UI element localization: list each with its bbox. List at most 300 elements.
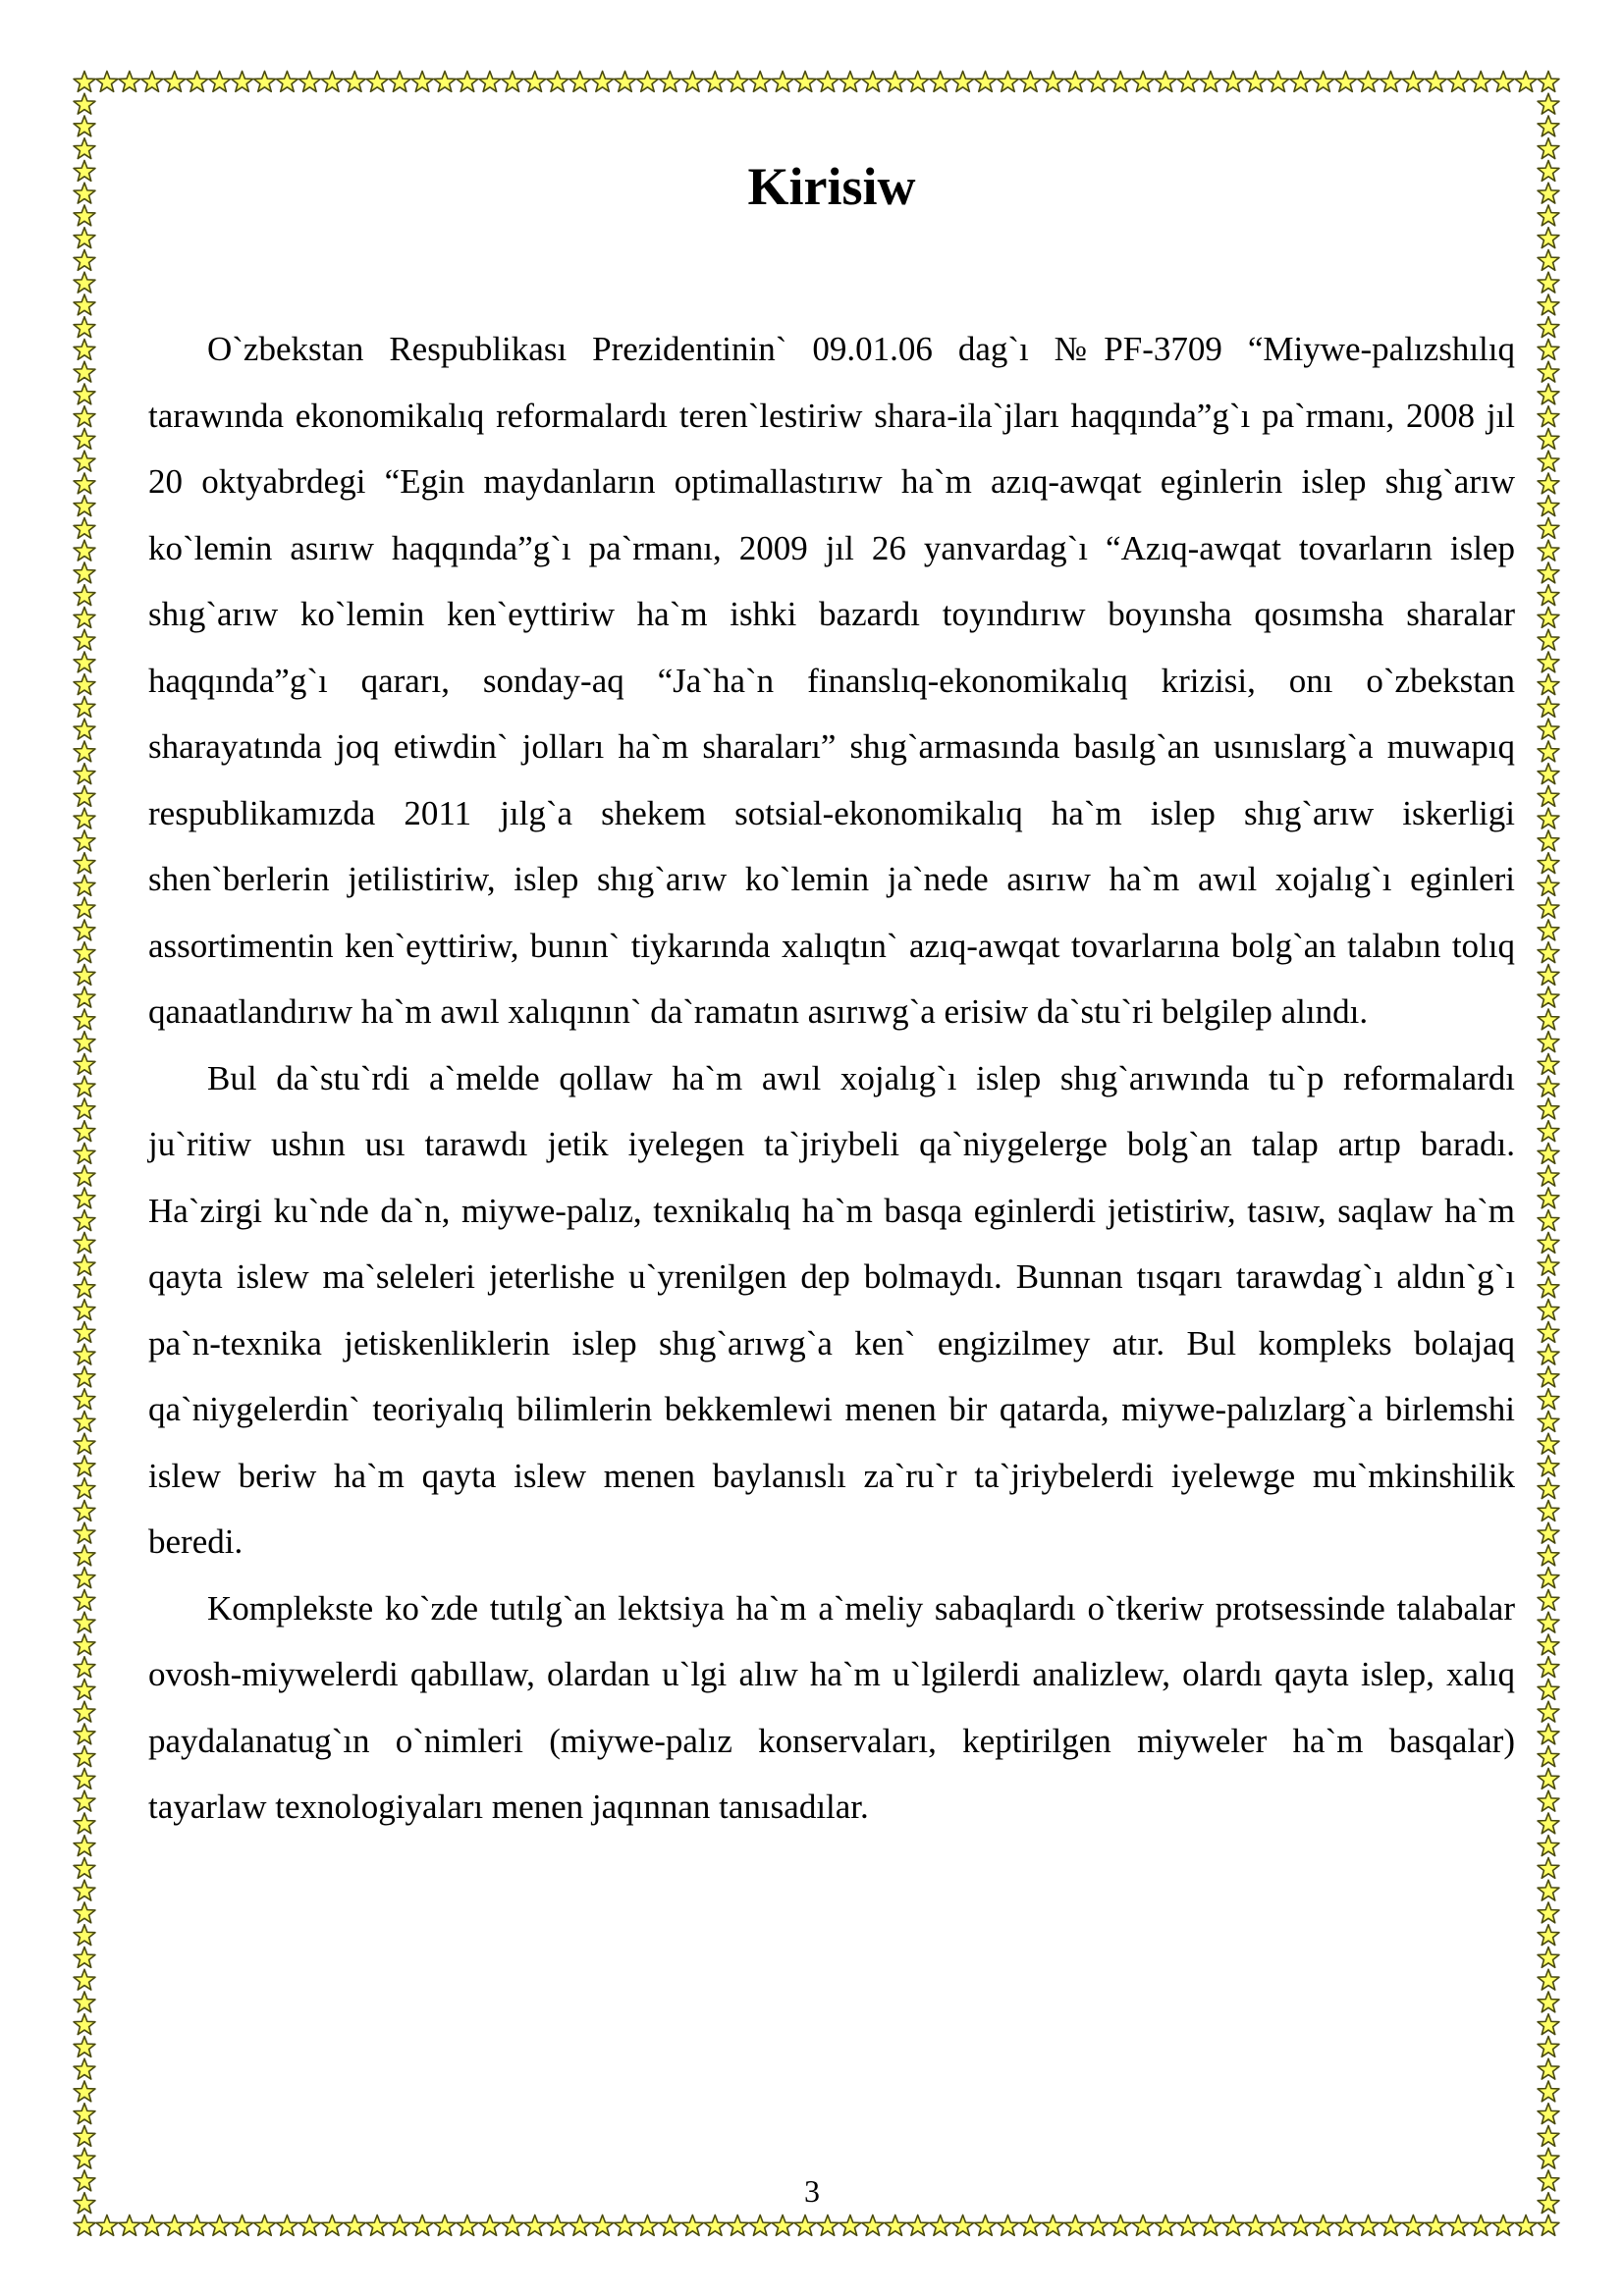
- star-icon: [1538, 1902, 1559, 1923]
- star-icon: [1538, 1076, 1559, 1096]
- star-icon: [74, 1680, 95, 1700]
- star-icon: [1538, 1032, 1559, 1052]
- star-icon: [998, 72, 1019, 92]
- star-icon: [592, 72, 614, 92]
- star-icon: [74, 1836, 95, 1856]
- star-icon: [457, 2216, 478, 2236]
- star-icon: [74, 1300, 95, 1320]
- star-icon: [74, 1657, 95, 1678]
- star-icon: [74, 942, 95, 963]
- star-icon: [659, 72, 680, 92]
- star-icon: [298, 72, 320, 92]
- star-icon: [952, 2216, 974, 2236]
- star-icon: [1538, 1925, 1559, 1946]
- star-icon: [1268, 72, 1289, 92]
- star-icon: [344, 2216, 365, 2236]
- star-icon: [74, 1769, 95, 1789]
- star-icon: [1538, 2081, 1559, 2102]
- star-icon: [74, 1121, 95, 1142]
- star-icon: [1538, 1478, 1559, 1499]
- star-icon: [74, 786, 95, 807]
- star-icon: [74, 429, 95, 450]
- star-icon: [1538, 1880, 1559, 1900]
- star-icon: [1538, 1813, 1559, 1834]
- star-icon: [74, 138, 95, 159]
- star-icon: [1447, 2216, 1469, 2236]
- star-icon: [1538, 1165, 1559, 1186]
- star-icon: [74, 317, 95, 338]
- star-icon: [74, 652, 95, 672]
- star-icon: [1402, 72, 1424, 92]
- star-icon: [74, 1746, 95, 1767]
- star-icon: [74, 1545, 95, 1566]
- star-icon: [1538, 1188, 1559, 1208]
- star-icon: [569, 2216, 591, 2236]
- star-icon: [975, 2216, 997, 2236]
- star-icon: [74, 1054, 95, 1075]
- star-icon: [74, 1389, 95, 1410]
- star-icon: [74, 764, 95, 784]
- star-icon: [794, 72, 816, 92]
- star-icon: [1538, 1300, 1559, 1320]
- star-icon: [1538, 1344, 1559, 1364]
- star-icon: [232, 2216, 253, 2236]
- star-icon: [74, 1188, 95, 1208]
- star-icon: [74, 294, 95, 315]
- star-icon: [524, 72, 546, 92]
- star-icon: [321, 72, 343, 92]
- star-icon: [907, 2216, 929, 2236]
- paragraph-2: Bul da`stu`rdi a`melde qollaw ha`m awıl xojalıg`ı islep shıg`arıwında tu`p reformalardı ju`ritiw ushın usı tarawdı jetik iyelegen ta`jriybeli qa`niygelerge bolg`an talap artıp baradı. Ha`zirgi ku`nde da`n, miywe-palız, texnikalıq ha`m basqa eginlerdi jetistiriw, tasıw, saqlaw ha`m qayta islew ma`seleleri jeterlishe u`yrenilgen dep bolmaydı. Bunnan tısqarı tarawdag`ı aldın`g`ı pa`n-texnika jetiskenliklerin islep shıg`arıwg`a ken` engizilmey atır. Bul kompleks bolajaq qa`niygelerdin` teoriyalıq bilimlerin bekkemlewi menen bir qatarda, miywe-palızlarg`a birlemshi islew beriw ha`m qayta islew menen baylanıslı za`ru`r ta`jriybelerdi iyelewge mu`mkinshilik beredi.: [148, 1058, 1515, 1561]
- star-icon: [1042, 2216, 1063, 2236]
- star-icon: [1155, 72, 1176, 92]
- star-icon: [727, 72, 748, 92]
- star-icon: [298, 2216, 320, 2236]
- star-icon: [615, 72, 636, 92]
- star-icon: [411, 72, 433, 92]
- star-icon: [817, 72, 839, 92]
- star-icon: [74, 2081, 95, 2102]
- star-icon: [74, 518, 95, 539]
- star-icon: [1538, 920, 1559, 940]
- star-icon: [1245, 2216, 1267, 2236]
- star-icon: [74, 719, 95, 739]
- star-icon: [1538, 340, 1559, 360]
- star-icon: [1335, 2216, 1357, 2236]
- star-icon: [1538, 116, 1559, 136]
- star-icon: [1538, 808, 1559, 828]
- star-icon: [1064, 2216, 1086, 2236]
- star-icon: [794, 2216, 816, 2236]
- star-icon: [74, 1032, 95, 1052]
- star-icon: [1290, 72, 1312, 92]
- star-icon: [1538, 1433, 1559, 1454]
- star-icon: [74, 1813, 95, 1834]
- star-icon: [164, 2216, 186, 2236]
- star-icon: [74, 674, 95, 695]
- star-icon: [1538, 451, 1559, 471]
- star-icon: [1538, 697, 1559, 718]
- star-icon: [1538, 540, 1559, 561]
- star-icon: [1538, 272, 1559, 293]
- star-icon: [366, 2216, 388, 2236]
- star-icon: [74, 1522, 95, 1543]
- star-icon: [1538, 361, 1559, 382]
- paragraph-1: O`zbekstan Respublikası Prezidentinin` 09.01.06 dag`ı №PF-3709 “Miywe-palızshılıq tarawında ekonomikalıq reformalardı teren`lestiriw shara-ila`jları haqqında”g`ı pa`rmanı, 2008 jıl 20 oktyabrdegi “Egin maydanların optimallastırıw ha`m azıq-awqat eginlerin islep shıg`arıw ko`lemin asırıw haqqında”g`ı pa`rmanı, 2009 jıl 26 yanvardag`ı “Azıq-awqat tovarların islep shıg`arıw ko`lemin ken`eyttiriw ha`m ishki bazardı toyındırıw boyınsha qosımsha sharalar haqqında”g`ı qararı, sonday-aq “Ja`ha`n finanslıq-ekonomikalıq krizisi, onı o`zbekstan sharayatında joq etiwdin` jolları ha`m sharaları” shıg`armasında basılg`an usınıslarg`a muwapıq respublikamızda 2011 jılg`a shekem sotsial-ekonomikalıq ha`m islep shıg`arıw iskerligi shen`berlerin jetilistiriw, islep shıg`arıw ko`lemin ja`nede asırıw ha`m awıl xojalıg`ı eginleri assortimentin ken`eyttiriw, bunın` tiykarında xalıqtın` azıq-awqat tovarlarına bolg`an talabın tolıq qanaatlandırıw ha`m awıl xalıqının` da`ramatın asırıwg`a erisiw da`stu`ri belgilep alındı.: [148, 330, 1515, 1031]
- star-icon: [74, 1701, 95, 1722]
- star-icon: [344, 72, 365, 92]
- star-icon: [1538, 1724, 1559, 1744]
- star-icon: [74, 1925, 95, 1946]
- star-icon: [1538, 406, 1559, 427]
- star-icon: [74, 608, 95, 628]
- star-icon: [1538, 138, 1559, 159]
- star-icon: [164, 72, 186, 92]
- star-icon: [1538, 629, 1559, 650]
- star-icon: [502, 72, 523, 92]
- star-icon: [839, 72, 861, 92]
- star-icon: [74, 987, 95, 1007]
- star-icon: [1132, 2216, 1154, 2236]
- star-icon: [704, 2216, 726, 2236]
- star-icon: [1538, 294, 1559, 315]
- star-icon: [1447, 72, 1469, 92]
- star-icon: [1538, 1701, 1559, 1722]
- star-icon: [74, 1144, 95, 1164]
- star-icon: [277, 72, 298, 92]
- star-icon: [74, 406, 95, 427]
- star-icon: [74, 1009, 95, 1030]
- star-icon: [1177, 2216, 1199, 2236]
- star-icon: [277, 2216, 298, 2236]
- star-icon: [74, 72, 95, 92]
- star-icon: [1538, 1389, 1559, 1410]
- star-icon: [434, 72, 456, 92]
- star-icon: [1358, 72, 1380, 92]
- star-icon: [1538, 1746, 1559, 1767]
- star-icon: [74, 1501, 95, 1522]
- star-icon: [366, 72, 388, 92]
- star-icon: [1538, 1545, 1559, 1566]
- page-content: [148, 147, 1515, 1841]
- star-icon: [1538, 1948, 1559, 1968]
- star-icon: [1538, 2126, 1559, 2147]
- star-icon: [1538, 2037, 1559, 2057]
- star-icon: [119, 72, 140, 92]
- star-icon: [1538, 965, 1559, 986]
- star-icon: [1538, 719, 1559, 739]
- star-icon: [74, 1880, 95, 1900]
- star-icon: [1425, 2216, 1446, 2236]
- star-icon: [1538, 608, 1559, 628]
- star-icon: [659, 2216, 680, 2236]
- star-icon: [1380, 72, 1401, 92]
- star-icon: [1538, 562, 1559, 583]
- page-title: Kirisiw: [747, 157, 916, 216]
- star-icon: [1538, 764, 1559, 784]
- star-icon: [209, 2216, 231, 2236]
- star-icon: [74, 2104, 95, 2124]
- star-icon: [1268, 2216, 1289, 2236]
- star-icon: [1538, 876, 1559, 896]
- star-icon: [187, 72, 208, 92]
- star-icon: [637, 72, 659, 92]
- star-icon: [975, 72, 997, 92]
- star-icon: [681, 2216, 703, 2236]
- star-icon: [389, 2216, 410, 2236]
- star-icon: [74, 1366, 95, 1387]
- star-icon: [74, 93, 95, 114]
- star-icon: [772, 2216, 793, 2236]
- paragraph-3: Komplekste ko`zde tutılg`an lektsiya ha`m a`meliy sabaqlardı o`tkeriw protsessinde talabalar ovosh-miywelerdi qabıllaw, olardan u`lgi alıw ha`m u`lgilerdi analizlew, olardı qayta islep, xalıq paydalanatug`ın o`nimleri (miywe-palız konservaları, keptirilgen miyweler ha`m basqalar) tayarlaw texnologiyaları menen jaqınnan tanısadılar.: [148, 1588, 1515, 1826]
- star-icon: [1538, 1098, 1559, 1119]
- star-icon: [74, 384, 95, 404]
- star-icon: [1313, 72, 1334, 92]
- star-icon: [74, 272, 95, 293]
- page-number: 3: [804, 2173, 820, 2209]
- star-icon: [74, 161, 95, 182]
- star-icon: [141, 72, 163, 92]
- star-icon: [1538, 2148, 1559, 2168]
- star-icon: [74, 1277, 95, 1298]
- star-icon: [74, 1790, 95, 1811]
- star-icon: [74, 2014, 95, 2035]
- star-icon: [1538, 1612, 1559, 1632]
- star-icon: [1155, 2216, 1176, 2236]
- star-icon: [74, 228, 95, 248]
- star-icon: [1538, 830, 1559, 851]
- star-icon: [1538, 1969, 1559, 1990]
- star-icon: [74, 876, 95, 896]
- star-icon: [1538, 1121, 1559, 1142]
- star-icon: [74, 629, 95, 650]
- star-icon: [862, 2216, 884, 2236]
- star-icon: [1177, 72, 1199, 92]
- star-icon: [74, 741, 95, 762]
- star-icon: [1087, 2216, 1109, 2236]
- star-icon: [1538, 250, 1559, 271]
- star-icon: [1538, 1255, 1559, 1275]
- star-icon: [74, 1098, 95, 1119]
- star-icon: [1132, 72, 1154, 92]
- star-icon: [119, 2216, 140, 2236]
- star-icon: [1538, 1501, 1559, 1522]
- star-icon: [930, 2216, 951, 2236]
- star-icon: [1200, 2216, 1221, 2236]
- star-icon: [817, 2216, 839, 2236]
- star-icon: [1222, 72, 1244, 92]
- star-icon: [74, 2058, 95, 2079]
- star-icon: [96, 2216, 118, 2236]
- star-icon: [74, 451, 95, 471]
- star-icon: [749, 72, 771, 92]
- star-icon: [74, 1478, 95, 1499]
- star-icon: [74, 920, 95, 940]
- star-icon: [1538, 2104, 1559, 2124]
- star-icon: [1538, 585, 1559, 606]
- star-icon: [74, 1165, 95, 1186]
- star-icon: [141, 2216, 163, 2236]
- star-icon: [209, 72, 231, 92]
- star-icon: [862, 72, 884, 92]
- star-icon: [411, 2216, 433, 2236]
- star-icon: [1064, 72, 1086, 92]
- star-icon: [74, 853, 95, 874]
- star-icon: [74, 1634, 95, 1655]
- star-icon: [74, 965, 95, 986]
- star-icon: [1492, 2216, 1514, 2236]
- star-icon: [704, 72, 726, 92]
- star-icon: [569, 72, 591, 92]
- star-icon: [1538, 2216, 1559, 2236]
- star-icon: [952, 72, 974, 92]
- star-icon: [1538, 205, 1559, 226]
- star-icon: [254, 2216, 276, 2236]
- star-icon: [74, 1992, 95, 2012]
- star-icon: [74, 1433, 95, 1454]
- star-icon: [187, 2216, 208, 2236]
- star-icon: [457, 72, 478, 92]
- star-icon: [74, 473, 95, 494]
- star-icon: [74, 2126, 95, 2147]
- star-icon: [907, 72, 929, 92]
- star-icon: [1538, 853, 1559, 874]
- star-icon: [74, 1724, 95, 1744]
- star-icon: [524, 2216, 546, 2236]
- star-icon: [74, 2148, 95, 2168]
- star-icon: [1538, 2058, 1559, 2079]
- star-icon: [1538, 652, 1559, 672]
- star-icon: [74, 1412, 95, 1432]
- star-icon: [1538, 429, 1559, 450]
- star-icon: [321, 2216, 343, 2236]
- star-icon: [74, 697, 95, 718]
- star-icon: [74, 1233, 95, 1254]
- star-icon: [1290, 2216, 1312, 2236]
- star-icon: [1358, 2216, 1380, 2236]
- star-icon: [1538, 741, 1559, 762]
- star-icon: [1402, 2216, 1424, 2236]
- star-icon: [74, 540, 95, 561]
- star-icon: [1538, 1009, 1559, 1030]
- star-icon: [1538, 1277, 1559, 1298]
- star-icon: [1515, 2216, 1537, 2236]
- star-icon: [74, 1344, 95, 1364]
- star-icon: [1245, 72, 1267, 92]
- star-icon: [1538, 1680, 1559, 1700]
- star-icon: [74, 1858, 95, 1879]
- star-icon: [74, 1969, 95, 1990]
- star-icon: [885, 72, 906, 92]
- star-icon: [1538, 183, 1559, 203]
- star-icon: [254, 72, 276, 92]
- star-icon: [1470, 2216, 1491, 2236]
- star-icon: [232, 72, 253, 92]
- star-icon: [1425, 72, 1446, 92]
- star-icon: [74, 2037, 95, 2057]
- star-icon: [1538, 1992, 1559, 2012]
- star-icon: [74, 585, 95, 606]
- star-icon: [74, 361, 95, 382]
- star-icon: [1110, 72, 1131, 92]
- star-icon: [1538, 786, 1559, 807]
- star-icon: [1538, 1412, 1559, 1432]
- star-icon: [74, 1612, 95, 1632]
- star-icon: [1335, 72, 1357, 92]
- star-icon: [74, 1948, 95, 1968]
- star-icon: [74, 340, 95, 360]
- star-icon: [1538, 1858, 1559, 1879]
- star-icon: [434, 2216, 456, 2236]
- star-icon: [74, 496, 95, 516]
- star-icon: [1538, 1456, 1559, 1476]
- star-icon: [1538, 1522, 1559, 1543]
- star-icon: [1019, 72, 1041, 92]
- star-icon: [1110, 2216, 1131, 2236]
- star-icon: [74, 116, 95, 136]
- star-icon: [479, 72, 501, 92]
- star-icon: [1019, 2216, 1041, 2236]
- star-icon: [96, 72, 118, 92]
- star-icon: [930, 72, 951, 92]
- star-icon: [502, 2216, 523, 2236]
- star-icon: [1313, 2216, 1334, 2236]
- star-icon: [74, 2216, 95, 2236]
- star-icon: [74, 205, 95, 226]
- star-icon: [1538, 1657, 1559, 1678]
- star-icon: [389, 72, 410, 92]
- star-icon: [615, 2216, 636, 2236]
- star-icon: [1538, 1144, 1559, 1164]
- star-icon: [479, 2216, 501, 2236]
- star-icon: [1380, 2216, 1401, 2236]
- star-icon: [1515, 72, 1537, 92]
- star-icon: [74, 1255, 95, 1275]
- star-icon: [1538, 473, 1559, 494]
- star-icon: [592, 2216, 614, 2236]
- star-icon: [1538, 1568, 1559, 1588]
- star-icon: [1538, 2014, 1559, 2035]
- star-icon: [1538, 1210, 1559, 1231]
- star-icon: [1538, 1769, 1559, 1789]
- star-icon: [1538, 72, 1559, 92]
- star-icon: [637, 2216, 659, 2236]
- star-icon: [1538, 1790, 1559, 1811]
- star-icon: [681, 72, 703, 92]
- star-icon: [1200, 72, 1221, 92]
- star-icon: [1538, 1836, 1559, 1856]
- star-icon: [772, 72, 793, 92]
- star-icon: [1492, 72, 1514, 92]
- star-icon: [1538, 897, 1559, 918]
- star-icon: [74, 1076, 95, 1096]
- star-icon: [1538, 228, 1559, 248]
- star-icon: [74, 830, 95, 851]
- star-icon: [74, 562, 95, 583]
- star-icon: [74, 1322, 95, 1343]
- star-icon: [998, 2216, 1019, 2236]
- star-icon: [74, 183, 95, 203]
- star-icon: [1538, 93, 1559, 114]
- star-icon: [1538, 987, 1559, 1007]
- star-icon: [1538, 1634, 1559, 1655]
- star-icon: [749, 2216, 771, 2236]
- star-icon: [1538, 1590, 1559, 1611]
- star-icon: [1538, 674, 1559, 695]
- star-icon: [1222, 2216, 1244, 2236]
- star-icon: [74, 808, 95, 828]
- star-icon: [1087, 72, 1109, 92]
